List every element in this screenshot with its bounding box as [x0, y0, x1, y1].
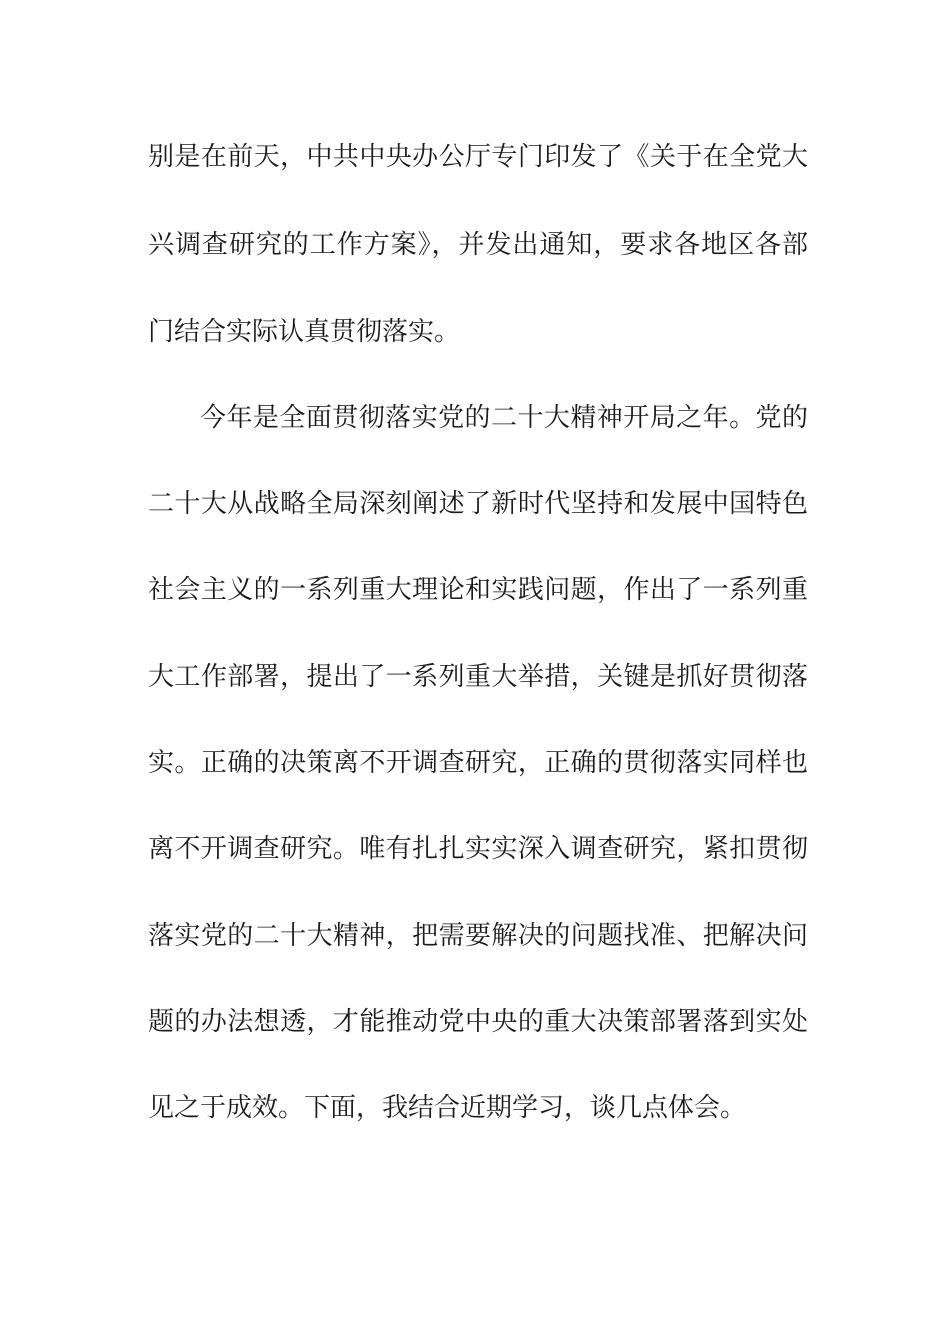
text-line: 社会主义的一系列重大理论和实践问题，作出了一系列重 — [148, 575, 808, 605]
text-line: 大工作部署，提出了一系列重大举措，关键是抓好贯彻落 — [148, 662, 808, 692]
text-line: 见之于成效。下面，我结合近期学习，谈几点体会。 — [148, 1093, 747, 1123]
text-line: 离不开调查研究。唯有扎扎实实深入调查研究，紧扣贯彻 — [148, 834, 808, 864]
text-line: 兴调查研究的工作方案》，并发出通知，要求各地区各部 — [148, 230, 808, 260]
text-line: 别是在前天，中共中央办公厅专门印发了《关于在全党大 — [148, 142, 808, 172]
text-line: 今年是全面贯彻落实党的二十大精神开局之年。党的 — [200, 403, 808, 433]
text-line: 落实党的二十大精神，把需要解决的问题找准、把解决问 — [148, 921, 808, 951]
text-line: 实。正确的决策离不开调查研究，正确的贯彻落实同样也 — [148, 748, 808, 778]
text-line: 二十大从战略全局深刻阐述了新时代坚持和发展中国特色 — [148, 489, 808, 519]
text-line: 门结合实际认真贯彻落实。 — [148, 317, 461, 347]
text-line: 题的办法想透，才能推动党中央的重大决策部署落到实处 — [148, 1007, 808, 1037]
